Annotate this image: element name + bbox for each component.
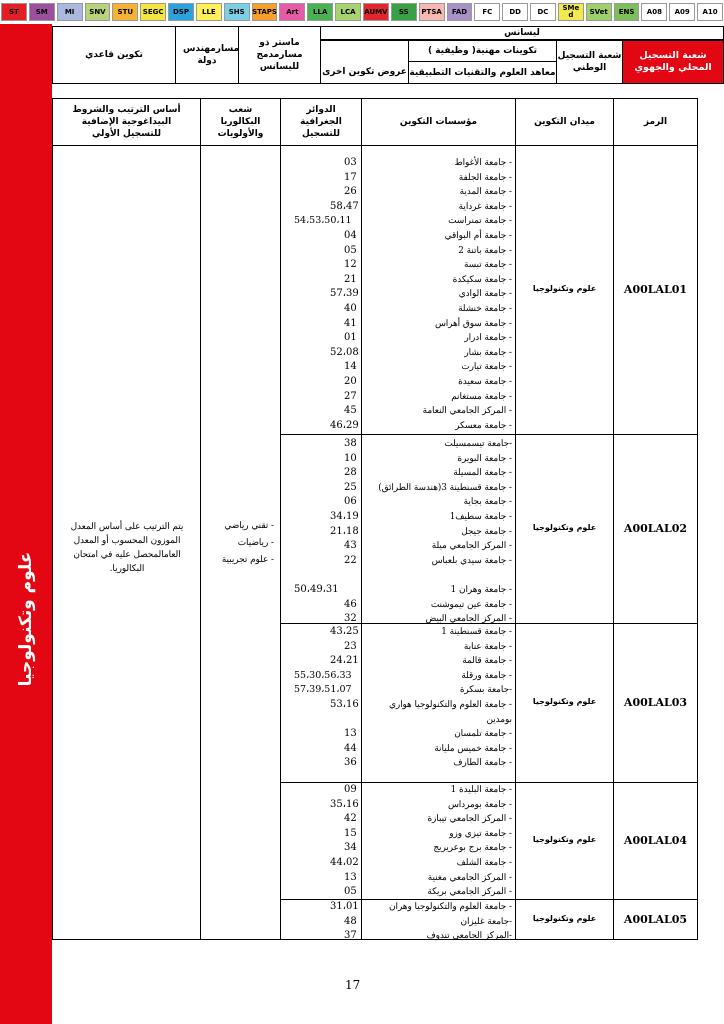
institution-list	[366, 625, 512, 771]
district-item: 05	[344, 244, 357, 256]
district-item: 48	[344, 915, 357, 927]
row-field: علوم وتكنولوجيا	[532, 523, 597, 532]
other-label: عروض تكوين اخرى	[322, 67, 407, 77]
district-item: 44	[344, 742, 357, 754]
district-item: 34،19	[330, 510, 359, 522]
district-item: 36	[344, 757, 357, 769]
institution-item: - جامعة ادرار	[464, 333, 512, 344]
institution-item: -جامعة غليزان	[460, 916, 512, 927]
district-item: 57،39	[330, 288, 359, 300]
district-item: 46	[344, 598, 357, 610]
institution-item: -جامعة تيسمسيلت	[444, 439, 512, 449]
stream-tab[interactable]: SMe d	[558, 3, 584, 21]
district-item: 01	[344, 332, 357, 344]
header-engineer	[175, 26, 239, 84]
district-list	[286, 900, 358, 944]
row-code: A00LAL04	[623, 834, 688, 847]
page-number: 17	[345, 978, 361, 992]
col-code-label: الرمز	[643, 117, 668, 127]
applied-label: معاهد العلوم والتقنيات التطبيقية	[409, 67, 556, 78]
institution-item: - جامعة مستغانم	[451, 391, 512, 402]
district-item: 35،16	[330, 798, 359, 810]
institution-item: - جامعة المسيلة	[453, 468, 512, 479]
col-conditions	[52, 98, 201, 146]
institution-item: - المركز الجامعي النعامة	[422, 406, 512, 417]
district-item: 50،49،31	[294, 583, 339, 595]
professional-label: تكوينات مهنية( وظيفية )	[427, 46, 538, 56]
institution-item: - جامعة خنشلة	[458, 303, 512, 314]
district-item: 53،16	[330, 698, 359, 710]
engineer-label: مسارمهندس دولة	[183, 44, 240, 66]
condition-text: يتم الترتيب على أساس المعدل الموزون المحسوب أو المعدل العامالمحصل عليه في امتحان البكالوريا.	[70, 522, 184, 574]
district-item: 25	[344, 481, 357, 493]
institution-item: - جامعة سيدي بلعباس	[431, 555, 512, 566]
institution-item: - جامعة البويرة	[457, 453, 512, 464]
district-item: 52،08	[330, 346, 359, 358]
district-item: 57،39،51،07	[294, 684, 352, 696]
district-item: 58،47	[330, 200, 359, 212]
col-field-label: ميدان التكوين	[534, 117, 595, 127]
institution-list	[366, 783, 512, 900]
district-item: 55،30،56،33	[294, 669, 352, 681]
col-districts-label: الدوائر الجغرافية للتسجيل	[300, 105, 342, 139]
district-item: 05	[344, 886, 357, 898]
institution-item: - جامعة سوق أهراس	[434, 318, 512, 329]
district-item: 23	[344, 640, 357, 652]
stream-tab[interactable]: STU	[112, 3, 138, 21]
header-professional	[408, 40, 557, 62]
licence-label: ليسانس	[504, 28, 540, 38]
header-national	[556, 40, 623, 84]
district-item	[286, 568, 358, 583]
institution-item: - جامعة سعيدة	[458, 376, 512, 387]
bac-stream: - علوم تجريبية	[221, 555, 274, 565]
stream-tab[interactable]: SNV	[85, 3, 111, 21]
institution-item: - جامعة تبسة	[463, 260, 512, 271]
institution-item: - جامعة وهران 1	[450, 584, 512, 595]
institution-item: - جامعة بشار	[464, 347, 512, 358]
header-regional	[622, 40, 724, 84]
header-basic	[52, 26, 176, 84]
row-code: A00LAL03	[623, 696, 688, 709]
district-item: 04	[344, 229, 357, 241]
stream-tab[interactable]: SEGC	[140, 3, 166, 21]
header-applied	[408, 61, 557, 84]
district-item: 31،01	[330, 901, 359, 912]
row-code: A00LAL02	[623, 522, 688, 535]
district-item	[286, 713, 358, 728]
row-field: علوم وتكنولوجيا	[532, 284, 597, 293]
district-item: 12	[344, 259, 357, 271]
institution-item: - جامعة الوادي	[458, 289, 512, 300]
institution-item: - جامعة العلوم والتكنولوجيا هواري	[388, 699, 512, 710]
row-code: A00LAL05	[623, 912, 688, 926]
header-licence	[320, 26, 724, 40]
institution-item: - جامعة الشلف	[456, 857, 512, 868]
stream-tab-bar	[0, 0, 724, 24]
col-bac	[200, 98, 281, 146]
side-band	[0, 24, 52, 1024]
institution-item: - جامعة تمنراست	[448, 216, 512, 227]
col-conditions-label: أساس الترتيب والشروط البيداغوجية الإضافية للتسجيل الأولي	[72, 105, 181, 139]
stream-tab[interactable]: LLE	[196, 3, 222, 21]
stream-tab[interactable]: MI	[57, 3, 83, 21]
side-title: علوم وتكنولوجيا	[16, 551, 36, 687]
institution-item	[366, 568, 512, 583]
district-list	[286, 156, 358, 433]
district-item: 26	[344, 186, 357, 198]
institution-item: - جامعة قسنطينة 1	[441, 627, 512, 637]
institution-item: - المركز الجامعي البيض	[425, 614, 512, 625]
institution-item: - جامعة سكيكدة	[452, 274, 512, 285]
institution-item: - جامعة برج بوعريريج	[433, 843, 512, 854]
stream-tab[interactable]: SS	[391, 3, 417, 21]
institution-item: - جامعة خميس مليانة	[434, 743, 512, 754]
institution-item: - المركز الجامعي تيبازة	[427, 814, 512, 825]
master-label: ماستر ذو مسارمدمج لليسانس	[256, 38, 303, 72]
institution-item: - جامعة تيزي وزو	[449, 828, 512, 839]
district-item: 13	[344, 871, 357, 883]
stream-tab[interactable]: LLA	[307, 3, 333, 21]
stream-tab[interactable]: SHS	[224, 3, 250, 21]
bac-streams	[210, 518, 274, 569]
stream-tab[interactable]: FC	[474, 3, 500, 21]
stream-tab[interactable]: DD	[502, 3, 528, 21]
district-item: 14	[344, 361, 357, 373]
institution-list	[366, 437, 512, 627]
district-item: 13	[344, 728, 357, 740]
national-label: شعبة التسجيل الوطني	[557, 51, 622, 73]
district-item: 40	[344, 302, 357, 314]
institution-item: - جامعة قالمة	[462, 656, 512, 667]
institution-item: - المركز الجامعي ميلة	[431, 541, 512, 552]
district-item: 43،25	[330, 626, 359, 637]
col-institutions-label: مؤسسات التكوين	[399, 117, 478, 127]
row-field: علوم وتكنولوجيا	[532, 697, 597, 706]
stream-tab[interactable]: LCA	[335, 3, 361, 21]
district-item: 28	[344, 467, 357, 479]
district-item: 32	[344, 613, 357, 625]
stream-tab[interactable]: A09	[669, 3, 695, 21]
basic-label: تكوين قاعدي	[85, 50, 143, 60]
institution-item: - جامعة غرداية	[458, 201, 512, 212]
district-item: 22	[344, 554, 357, 566]
stream-tab[interactable]: A10	[697, 3, 723, 21]
institution-item: - المركز الجامعي مغنية	[427, 872, 512, 883]
stream-tab[interactable]: Art	[279, 3, 305, 21]
district-item: 46،29	[330, 419, 359, 431]
institution-item: - جامعة باتنة 2	[458, 245, 512, 256]
institution-item: - جامعة قسنطينة 3(هندسة الطرائق)	[378, 482, 512, 493]
stream-tab[interactable]: AUMV	[363, 3, 389, 21]
col-field	[515, 98, 614, 146]
stream-tab[interactable]: DSP	[168, 3, 194, 21]
district-item: 10	[344, 452, 357, 464]
district-item: 37	[344, 930, 357, 942]
institution-item: - جامعة الأغواط	[454, 158, 512, 168]
district-item: 34	[344, 842, 357, 854]
stream-tab[interactable]: A08	[641, 3, 667, 21]
district-item: 17	[344, 171, 357, 183]
institution-item: - جامعة العلوم والتكنولوجيا وهران	[389, 902, 512, 912]
col-districts	[280, 98, 362, 146]
bac-stream: - رياضيات	[237, 538, 274, 548]
col-bac-label: شعب البكالوريا والأولويات	[217, 105, 264, 139]
district-item: 43	[344, 540, 357, 552]
row-code: A00LAL01	[623, 283, 688, 296]
bac-stream: - تقني رياضي	[224, 521, 274, 531]
district-item: 15	[344, 827, 357, 839]
district-item: 06	[344, 496, 357, 508]
district-item: 44،02	[330, 856, 359, 868]
institution-item: - جامعة ورقلة	[461, 670, 512, 681]
institution-item: - جامعة أم البواقي	[444, 230, 512, 241]
stream-tab[interactable]: ST	[1, 3, 27, 21]
institution-item: - جامعة الجلفة	[458, 172, 512, 183]
col-code	[613, 98, 698, 146]
institution-item: -جامعة بسكرة	[459, 685, 512, 696]
district-item: 24،21	[330, 655, 359, 667]
stream-tab[interactable]: ENS	[614, 3, 640, 21]
institution-item: - جامعة بومرداس	[447, 799, 512, 810]
stream-tab[interactable]: PTSA	[419, 3, 445, 21]
district-item: 03	[344, 157, 357, 168]
institution-item: - جامعة البليدة 1	[450, 785, 512, 795]
row-field: علوم وتكنولوجيا	[532, 913, 597, 923]
row-field: علوم وتكنولوجيا	[532, 835, 597, 844]
district-item: 21،18	[330, 525, 359, 537]
header-master	[238, 26, 321, 84]
regional-label: شعبة التسجيل المحلي والجهوي	[634, 50, 712, 73]
institution-item: -المركز الجامعي تندوف	[426, 931, 512, 942]
district-item: 27	[344, 390, 357, 402]
stream-tab[interactable]: DC	[530, 3, 556, 21]
district-item: 38	[344, 438, 357, 449]
institution-item: - جامعة عين تيموشنت	[430, 599, 512, 610]
district-item: 45	[344, 405, 357, 417]
institution-item: - جامعة تيارت	[461, 362, 512, 373]
institution-item: - جامعة بجاية	[463, 497, 512, 508]
stream-tab[interactable]: STAPS	[252, 3, 278, 21]
district-list	[286, 437, 358, 627]
district-item: 09	[344, 784, 357, 795]
stream-tab[interactable]: FAD	[447, 3, 473, 21]
institution-list	[366, 900, 512, 944]
institution-item: - جامعة الطارف	[453, 758, 512, 769]
institution-item: - جامعة تلمسان	[454, 729, 512, 740]
district-item: 20	[344, 375, 357, 387]
district-item: 42	[344, 813, 357, 825]
district-item: 41	[344, 317, 357, 329]
stream-tab[interactable]: SM	[29, 3, 55, 21]
institution-item: - جامعة المدية	[459, 187, 512, 198]
district-list	[286, 783, 358, 900]
district-list	[286, 625, 358, 771]
institution-item: - جامعة جيجل	[461, 526, 512, 537]
institution-item: - المركز الجامعي بريكة	[427, 887, 512, 898]
institution-list	[366, 156, 512, 433]
institution-item: بومدين	[486, 714, 512, 725]
district-item: 54،53،50،11	[294, 215, 352, 227]
stream-tab[interactable]: SVet	[586, 3, 612, 21]
institution-item: - جامعة سطيف1	[449, 511, 512, 522]
district-item: 21	[344, 273, 357, 285]
header-other	[320, 40, 409, 84]
institution-item: - جامعة معسكر	[455, 420, 512, 431]
col-institutions	[361, 98, 516, 146]
institution-item: - جامعة عنابة	[463, 641, 512, 652]
